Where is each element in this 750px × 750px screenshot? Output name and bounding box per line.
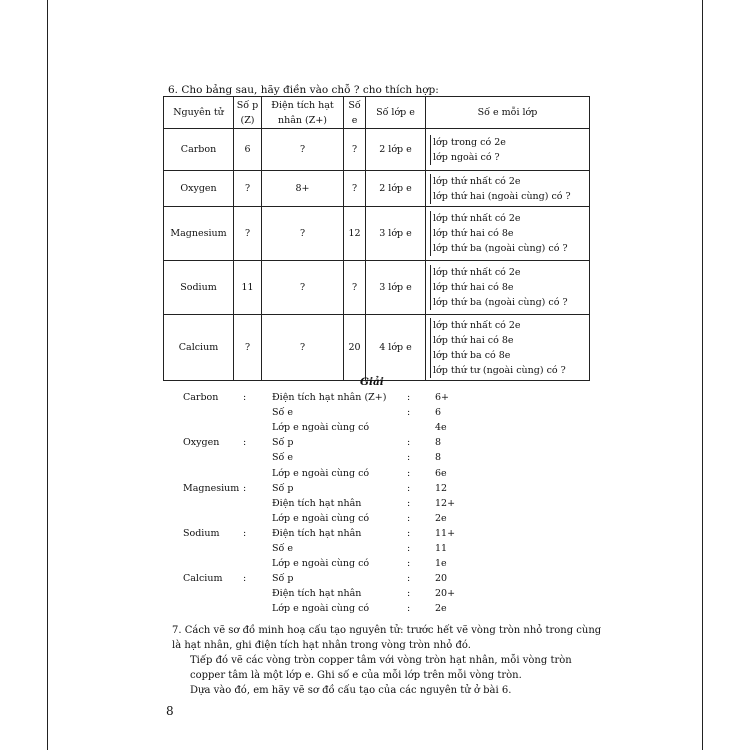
layer-line: lớp trong có 2e bbox=[433, 136, 506, 148]
solution-colon: : bbox=[243, 527, 247, 539]
solution-colon: : bbox=[407, 482, 411, 494]
page-number: 8 bbox=[166, 704, 174, 718]
solution-label: Điện tích hạt nhân (Z+) bbox=[272, 392, 387, 403]
table-row bbox=[164, 261, 590, 315]
solution-colon: : bbox=[407, 437, 411, 449]
solution-label: Điện tích hạt nhân bbox=[272, 527, 362, 539]
cell-atom: Sodium bbox=[164, 261, 234, 315]
solution-label: Số p bbox=[272, 482, 294, 494]
cell-atom: Magnesium bbox=[164, 207, 234, 261]
solution-colon: : bbox=[407, 543, 411, 554]
solution-colon: : bbox=[407, 603, 411, 615]
solution-value: 6 bbox=[435, 407, 442, 419]
layer-line: lớp thứ hai có 8e bbox=[433, 282, 514, 293]
cell-p: ? bbox=[234, 315, 262, 381]
solution-value: 4e bbox=[435, 422, 447, 434]
layer-line: lớp thứ hai có 8e bbox=[433, 334, 514, 346]
table-row bbox=[164, 207, 590, 261]
cell-charge: ? bbox=[262, 207, 344, 261]
solution-value: 20+ bbox=[435, 588, 456, 600]
cell-charge: ? bbox=[262, 261, 344, 315]
solution-atom: Calcium bbox=[183, 573, 223, 585]
layer-line: lớp thứ nhất có 2e bbox=[433, 267, 521, 278]
solution-colon: : bbox=[407, 588, 411, 600]
layer-line: lớp thứ ba (ngoài cùng) có ? bbox=[433, 297, 568, 308]
cell-atom: Carbon bbox=[164, 129, 234, 171]
header-charge: Điện tích hạt nhân (Z+) bbox=[262, 97, 344, 129]
cell-e: 20 bbox=[344, 315, 366, 381]
solution-value: 11+ bbox=[435, 527, 456, 539]
solution-value: 6e bbox=[435, 467, 447, 479]
solution-value: 2e bbox=[435, 603, 447, 615]
header-shells: Số lớp e bbox=[366, 97, 426, 129]
solution-value: 11 bbox=[435, 543, 448, 554]
cell-shells: 4 lớp e bbox=[366, 315, 426, 381]
cell-p: 6 bbox=[234, 129, 262, 171]
layer-line: lớp thứ tư (ngoài cùng) có ? bbox=[433, 364, 566, 376]
solution-label: Số e bbox=[272, 543, 293, 554]
header-p: Số p (Z) bbox=[234, 97, 262, 129]
layer-line: lớp ngoài có ? bbox=[433, 151, 500, 163]
solution-atom: Magnesium bbox=[183, 482, 240, 494]
question-7-p1: 7. Cách vẽ sơ đồ minh hoạ cấu tạo nguyên tử: trước hết vẽ vòng tròn nhỏ trong cùng là hạt nhân, ghi điện tích hạt nhân trong vòng tròn nhỏ đó. bbox=[172, 625, 602, 651]
solution-label: Lớp e ngoài cùng có bbox=[272, 603, 370, 615]
cell-layers bbox=[426, 315, 590, 381]
cell-shells: 3 lớp e bbox=[366, 207, 426, 261]
solution-label: Lớp e ngoài cùng có bbox=[272, 422, 370, 434]
solution-value: 2e bbox=[435, 512, 447, 524]
layer-line: lớp thứ nhất có 2e bbox=[433, 175, 521, 187]
layer-line: lớp thứ nhất có 2e bbox=[433, 319, 521, 331]
solution-colon: : bbox=[407, 573, 411, 585]
question-7-p3: Dựa vào đó, em hãy vẽ sơ đồ cấu tạo của các nguyên tử ở bài 6. bbox=[190, 685, 512, 696]
solution-label: Lớp e ngoài cùng có bbox=[272, 512, 370, 524]
layer-line: lớp thứ hai có 8e bbox=[433, 228, 514, 239]
header-e: Số e bbox=[344, 97, 366, 129]
solution-colon: : bbox=[243, 437, 247, 449]
header-atom: Nguyên tử bbox=[164, 97, 234, 129]
cell-atom: Calcium bbox=[164, 315, 234, 381]
solution-colon: : bbox=[243, 573, 247, 585]
table-row bbox=[164, 129, 590, 171]
cell-shells: 2 lớp e bbox=[366, 171, 426, 207]
cell-e: 12 bbox=[344, 207, 366, 261]
cell-e: ? bbox=[344, 261, 366, 315]
solution-value: 1e bbox=[435, 558, 447, 570]
cell-layers bbox=[426, 207, 590, 261]
cell-charge: ? bbox=[262, 129, 344, 171]
atom-table bbox=[163, 96, 590, 381]
question-6-text: 6. Cho bảng sau, hãy điền vào chỗ ? cho thích hợp: bbox=[168, 84, 439, 96]
solution-label: Lớp e ngoài cùng có bbox=[272, 558, 370, 570]
solution-colon: : bbox=[407, 467, 411, 479]
solution-atom: Oxygen bbox=[183, 437, 220, 449]
solution-colon: : bbox=[243, 392, 247, 403]
solution-colon: : bbox=[243, 482, 247, 494]
cell-layers bbox=[426, 171, 590, 207]
cell-e: ? bbox=[344, 171, 366, 207]
question-7 bbox=[172, 623, 602, 698]
cell-charge: ? bbox=[262, 315, 344, 381]
header-per-shell: Số e mỗi lớp bbox=[426, 97, 590, 129]
cell-layers bbox=[426, 261, 590, 315]
solution-colon: : bbox=[407, 407, 411, 419]
solution-atom: Sodium bbox=[183, 527, 220, 539]
cell-layers bbox=[426, 129, 590, 171]
solution-value: 8 bbox=[435, 437, 442, 449]
solution-label: Số e bbox=[272, 407, 293, 419]
solution-value: 20 bbox=[435, 573, 448, 585]
solution-atom: Carbon bbox=[183, 392, 219, 403]
cell-p: ? bbox=[234, 171, 262, 207]
question-7-p2: Tiếp đó vẽ các vòng tròn copper tâm với vòng tròn hạt nhân, mỗi vòng tròn copper tâm là một lớp e. Ghi số e của mỗi lớp trên mỗi vòng tròn. bbox=[190, 655, 572, 681]
cell-p: 11 bbox=[234, 261, 262, 315]
solution-colon: : bbox=[407, 452, 411, 464]
solution-label: Điện tích hạt nhân bbox=[272, 497, 362, 509]
cell-charge: 8+ bbox=[262, 171, 344, 207]
solution-value: 8 bbox=[435, 452, 442, 464]
solution-colon: : bbox=[407, 527, 411, 539]
solution-label: Điện tích hạt nhân bbox=[272, 588, 362, 600]
solution-label: Lớp e ngoài cùng có bbox=[272, 467, 370, 479]
solution-colon: : bbox=[407, 558, 411, 570]
cell-shells: 2 lớp e bbox=[366, 129, 426, 171]
solution-value: 12 bbox=[435, 482, 448, 494]
solution-colon: : bbox=[407, 497, 411, 509]
cell-p: ? bbox=[234, 207, 262, 261]
solution-label: Số e bbox=[272, 452, 293, 464]
solution-value: 6+ bbox=[435, 392, 450, 403]
solution-colon: : bbox=[407, 392, 411, 403]
layer-line: lớp thứ ba (ngoài cùng) có ? bbox=[433, 243, 568, 254]
layer-line: lớp thứ ba có 8e bbox=[433, 349, 511, 361]
solution-colon: : bbox=[407, 512, 411, 524]
table-header-row bbox=[164, 97, 590, 129]
cell-atom: Oxygen bbox=[164, 171, 234, 207]
layer-line: lớp thứ nhất có 2e bbox=[433, 213, 521, 224]
cell-e: ? bbox=[344, 129, 366, 171]
cell-shells: 3 lớp e bbox=[366, 261, 426, 315]
table-row bbox=[164, 171, 590, 207]
table-row bbox=[164, 315, 590, 381]
solution-label: Số p bbox=[272, 573, 294, 585]
solution-label: Số p bbox=[272, 437, 294, 449]
solution-title: Giải bbox=[360, 376, 384, 388]
layer-line: lớp thứ hai (ngoài cùng) có ? bbox=[433, 190, 571, 202]
solution-value: 12+ bbox=[435, 497, 456, 509]
